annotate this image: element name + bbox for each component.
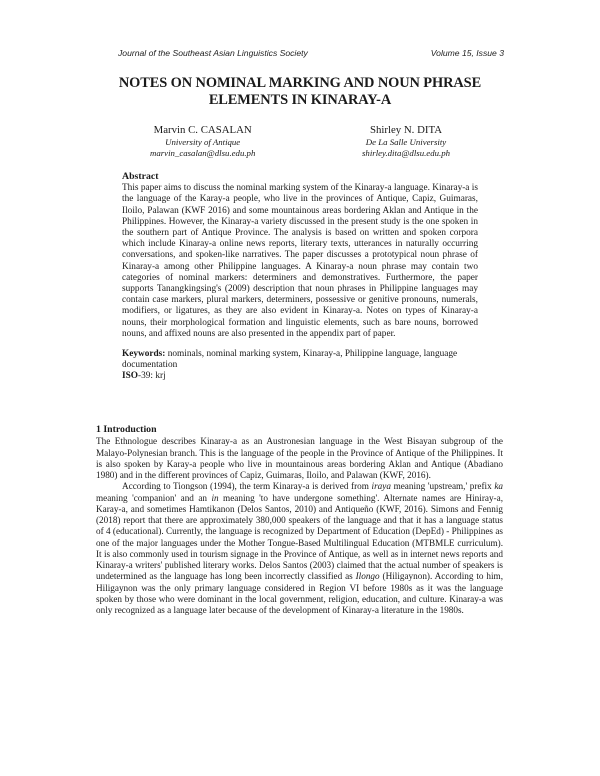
author-block [150,124,450,160]
iso-line [122,371,478,382]
author-1 [150,124,255,160]
term-ka: ka [494,481,503,492]
paper-title [60,75,540,109]
running-header [118,48,504,58]
iso-label: ISO [122,371,139,382]
text-run: (Hiligaynon). According to him, Hiligaynon was the only primary language considered in Region VI before 1980s as it was the language spoken by those who were dominant in the local government, religion, education, and culture. Kinaray-a was only recognized as a language later because of the development of Kinaray-a literature in the 1980s. [96,571,503,615]
text-run: meaning 'to have undergone something'. Alternate names are Hiniray-a, Karay-a, and sometimes Hamtikanon (Delos Santos, 2010) and Antiqueño (KWF, 2016). Simons and Fennig (2018) report that there are approximately 380,000 speakers of the language and that it has a language status of 4 (educational). Currently, the language is recognized by Department of Education (DepEd) - Philippines as one of the major languages under the Mother Tongue-Based Multilingual Education (MTBMLE curriculum). It is also commonly used in tourism signage in the Province of Antique, as well as in internet news reports and Kinaray-a writers' published literary works. Delos Santos (2003) claimed that the actual number of speakers is undetermined as the language has long been incorrectly classified as [96,492,503,582]
introduction-section [96,424,503,616]
keywords-line [122,349,478,371]
text-run: According to Tiongson (1994), the term Kinaray-a is derived from [122,481,372,492]
abstract-section [122,171,478,383]
text-run: meaning 'upstream,' prefix [390,481,495,492]
author-affiliation: University of Antique [165,136,241,147]
text-run: meaning 'companion' and an [96,492,212,503]
section-heading: 1 Introduction [96,424,157,435]
author-name: Shirley N. DITA [369,124,442,136]
volume-issue: Volume 15, Issue 3 [430,48,504,58]
term-ilongo: Ilongo [355,571,380,582]
intro-paragraph-2 [96,481,503,616]
keywords-text: nominals, nominal marking system, Kinaray-a, Philippine language, language documentation [122,349,458,371]
title-line-1: NOTES ON NOMINAL MARKING AND NOUN PHRASE [118,75,482,91]
abstract-heading: Abstract [122,171,159,182]
author-name: Marvin C. CASALAN [153,124,252,136]
term-in: in [211,492,219,503]
term-iraya: iraya [371,481,391,492]
author-2 [362,124,450,160]
author-email[interactable]: shirley.dita@dlsu.edu.ph [362,148,450,158]
abstract-body: This paper aims to discuss the nominal marking system of the Kinaray-a language. Kinaray-a is the language of the Karay-a people, who live in the provinces of Antique, Capiz, Guimaras, Iloilo, Palawan (KWF 2016) and some mountainous areas bordering Aklan and Antique in the Philippines. However, the Kinaray-a variety discussed in the present study is the one spoken in the southern part of Antique Province. The analysis is based on written and spoken corpora which include Kinaray-a online news reports, literary texts, utterances in naturally occurring conversations, and spoken-like narratives. The paper discusses a prototypical noun phrase of Kinaray-a among other Philippine languages. A Kinaray-a noun phrase may contain two categories of nominal markers: determiners and demonstratives. Furthermore, the paper supports Tanangkingsing's (2009) description that noun phrases in Philippine languages may contain case markers, plural markers, determiners, possessive or genitive pronouns, numerals, modifiers, or ligatures, as they are also evident in Kinaray-a. Notes on types of Kinaray-a nouns, their morphological formation and linguistic elements, such as bare nouns, borrowed nouns, and affixed nouns are also presented in the appendix part of paper. [122,183,478,339]
author-email[interactable]: marvin_casalan@dlsu.edu.ph [150,148,256,158]
iso-value: -39: krj [138,371,166,382]
intro-paragraph-1: The Ethnologue describes Kinaray-a as an Austronesian language in the West Bisayan subgroup of the Malayo-Polynesian branch. This is the language of the people in the Province of Antique of the Philippines. It is also spoken by Karay-a people who live in mountainous areas bordering Aklan and Antique (Abadiano 1980) and in the different provinces of Capiz, Guimaras, Iloilo, and Palawan (KWF, 2016). [96,436,503,480]
journal-name: Journal of the Southeast Asian Linguistics Society [118,48,308,58]
keywords-label: Keywords: [122,349,166,360]
title-line-2: ELEMENTS IN KINARAY-A [208,92,392,108]
author-affiliation: De La Salle University [365,136,447,147]
